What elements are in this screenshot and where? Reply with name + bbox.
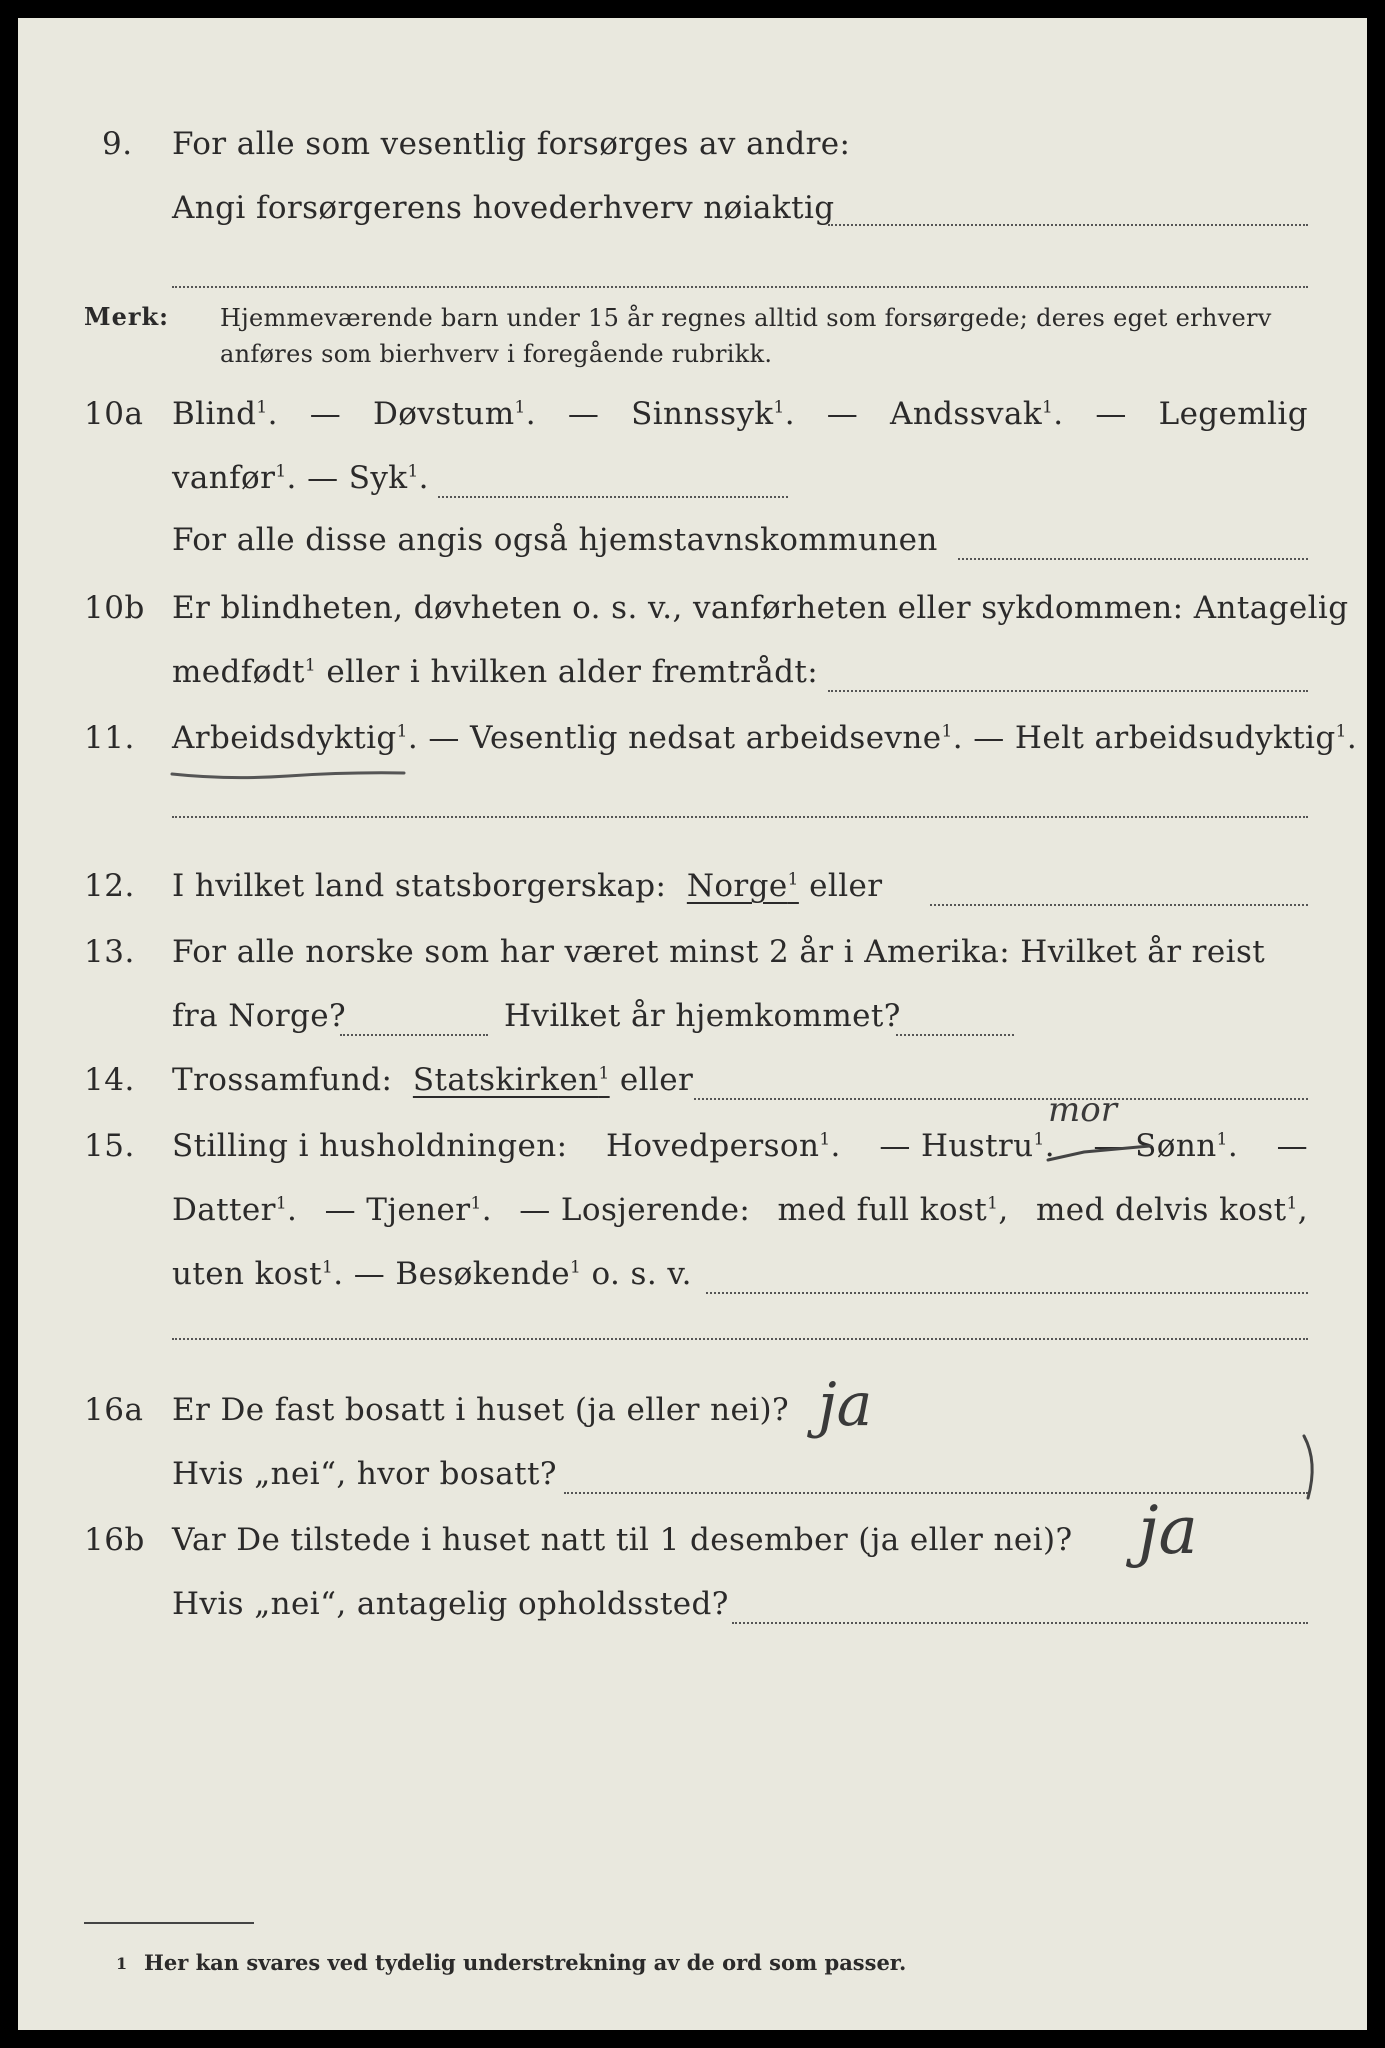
option-hovedperson[interactable]: Hovedperson$^1$. xyxy=(605,1128,841,1164)
question-number: 10a xyxy=(84,396,144,432)
option-datter[interactable]: Datter$^1$. xyxy=(172,1192,298,1228)
question-9 xyxy=(18,126,1367,176)
question-10b-line-2 xyxy=(18,654,1367,704)
option-arbeidsudyktig[interactable]: — Helt arbeidsudyktig$^1$. xyxy=(973,720,1358,756)
question-10a xyxy=(18,396,1367,446)
question-number: 9. xyxy=(102,126,133,162)
question-15-line-3 xyxy=(18,1256,1367,1306)
question-text: For alle disse angis også hjemstavnskommunen xyxy=(172,522,938,558)
answer-line[interactable] xyxy=(828,224,1308,226)
handwritten-underline-icon xyxy=(168,764,408,784)
question-text: medfødt$^1$ eller i hvilken alder fremtrådt: xyxy=(172,654,819,690)
question-text: I hvilket land statsborgerskap: Norge$^1$ eller xyxy=(172,868,883,904)
option-uten-kost[interactable]: uten kost$^1$. xyxy=(172,1256,344,1292)
question-text: Er De fast bosatt i huset (ja eller nei)? xyxy=(172,1392,790,1428)
footnote-mark: 1 xyxy=(116,1954,128,1973)
handwritten-answer[interactable]: ja xyxy=(1138,1492,1198,1569)
answer-line[interactable] xyxy=(340,1034,488,1036)
option-blind[interactable]: Blind$^1$. xyxy=(172,396,278,432)
question-text: For alle norske som har været minst 2 år i Amerika: Hvilket år reist xyxy=(172,934,1266,970)
census-form-page xyxy=(18,18,1367,2030)
question-number: 10b xyxy=(84,590,145,626)
question-text: Hvis „nei“, hvor bosatt? xyxy=(172,1456,557,1492)
handwritten-annotation: mor xyxy=(1048,1090,1117,1130)
question-text xyxy=(172,720,1357,756)
answer-line[interactable] xyxy=(172,816,1308,818)
option-sinnssyk[interactable]: Sinnssyk$^1$. xyxy=(631,396,795,432)
option-nedsat-arbeidsevne[interactable]: — Vesentlig nedsat arbeidsevne$^1$. xyxy=(428,720,963,756)
question-text: Angi forsørgerens hovederhverv nøiaktig xyxy=(172,190,835,226)
note-text: anføres som bierhverv i foregående rubrikk. xyxy=(220,340,773,368)
option-medfodt[interactable]: medfødt$^1$ xyxy=(172,654,317,690)
question-16a xyxy=(18,1392,1367,1442)
question-text[interactable]: vanfør$^1$. — Syk$^1$. xyxy=(172,460,429,496)
option-besokende[interactable]: — Besøkende$^1$ xyxy=(353,1256,582,1292)
answer-line[interactable] xyxy=(706,1292,1308,1294)
question-options: Stilling i husholdningen: Hovedperson$^1$. — Hustru$^1$. — Sønn$^1$. — xyxy=(172,1128,1308,1164)
question-10a-line-2 xyxy=(18,460,1367,510)
question-number: 11. xyxy=(84,720,135,756)
question-number: 13. xyxy=(84,934,135,970)
question-number: 12. xyxy=(84,868,135,904)
answer-line[interactable] xyxy=(438,496,788,498)
question-9-line-2 xyxy=(18,190,1367,240)
question-number: 16b xyxy=(84,1522,145,1558)
question-15 xyxy=(18,1128,1367,1178)
answer-line[interactable] xyxy=(732,1622,1308,1624)
question-10a-line-3 xyxy=(18,522,1367,572)
option-statskirken[interactable]: Statskirken$^1$ xyxy=(412,1062,610,1098)
footnote-text: Her kan svares ved tydelig understrekning av de ord som passer. xyxy=(144,1950,907,1975)
note-label: Merk: xyxy=(84,302,169,331)
question-12 xyxy=(18,868,1367,918)
option-legemlig[interactable]: Legemlig xyxy=(1158,396,1308,432)
answer-line[interactable] xyxy=(958,558,1308,560)
option-andssvak[interactable]: Andssvak$^1$. xyxy=(890,396,1064,432)
answer-line[interactable] xyxy=(828,690,1308,692)
question-10b xyxy=(18,590,1367,640)
answer-line[interactable] xyxy=(896,1034,1014,1036)
answer-line[interactable] xyxy=(172,286,1308,288)
option-dovstum[interactable]: Døvstum$^1$. xyxy=(372,396,537,432)
question-13-line-2 xyxy=(18,998,1367,1048)
option-delvis-kost[interactable]: med delvis kost$^1$, xyxy=(1035,1192,1308,1228)
question-text: uten kost$^1$. — Besøkende$^1$ o. s. v. xyxy=(172,1256,692,1292)
question-text: Hvilket år hjemkommet? xyxy=(504,998,901,1034)
question-15-line-2 xyxy=(18,1192,1367,1242)
question-number: 16a xyxy=(84,1392,144,1428)
handwritten-answer[interactable]: ja xyxy=(818,1370,873,1440)
question-number: 14. xyxy=(84,1062,135,1098)
note-text: Hjemmeværende barn under 15 år regnes alltid som forsørgede; deres eget erhverv xyxy=(220,304,1272,332)
question-text: Hvis „nei“, antagelig opholdssted? xyxy=(172,1586,729,1622)
question-11 xyxy=(18,720,1367,770)
option-arbeidsdyktig[interactable]: Arbeidsdyktig$^1$. xyxy=(172,720,419,756)
question-text: For alle som vesentlig forsørges av andre: xyxy=(172,126,851,162)
option-norge[interactable]: Norge$^1$ xyxy=(686,868,799,904)
question-text: Var De tilstede i huset natt til 1 desember (ja eller nei)? xyxy=(172,1522,1073,1558)
question-text: fra Norge? xyxy=(172,998,347,1034)
option-sonn[interactable]: — Sønn$^1$. xyxy=(1093,1128,1239,1164)
answer-line[interactable] xyxy=(694,1098,1308,1100)
handwritten-strike-icon xyxy=(1044,1138,1154,1168)
answer-line[interactable] xyxy=(172,1338,1308,1340)
question-text: Er blindheten, døvheten o. s. v., vanførheten eller sykdommen: Antagelig xyxy=(172,590,1349,626)
handwritten-stroke-icon xyxy=(1294,1432,1324,1502)
question-number: 15. xyxy=(84,1128,135,1164)
footnote-rule xyxy=(84,1922,254,1924)
question-text: Trossamfund: Statskirken$^1$ eller xyxy=(172,1062,694,1098)
question-16b-line-2 xyxy=(18,1586,1367,1636)
option-full-kost[interactable]: med full kost$^1$, xyxy=(777,1192,1009,1228)
question-14 xyxy=(18,1062,1367,1112)
answer-line[interactable] xyxy=(930,904,1308,906)
option-hustru[interactable]: — Hustru$^1$. xyxy=(879,1128,1056,1164)
question-13 xyxy=(18,934,1367,984)
question-options: Datter$^1$. — Tjener$^1$. — Losjerende: med full kost$^1$, med delvis kost$^1$, xyxy=(172,1192,1308,1228)
question-options: Blind$^1$. — Døvstum$^1$. — Sinnssyk$^1$. — Andssvak$^1$. — Legemlig xyxy=(172,396,1308,432)
option-tjener[interactable]: — Tjener$^1$. xyxy=(324,1192,492,1228)
